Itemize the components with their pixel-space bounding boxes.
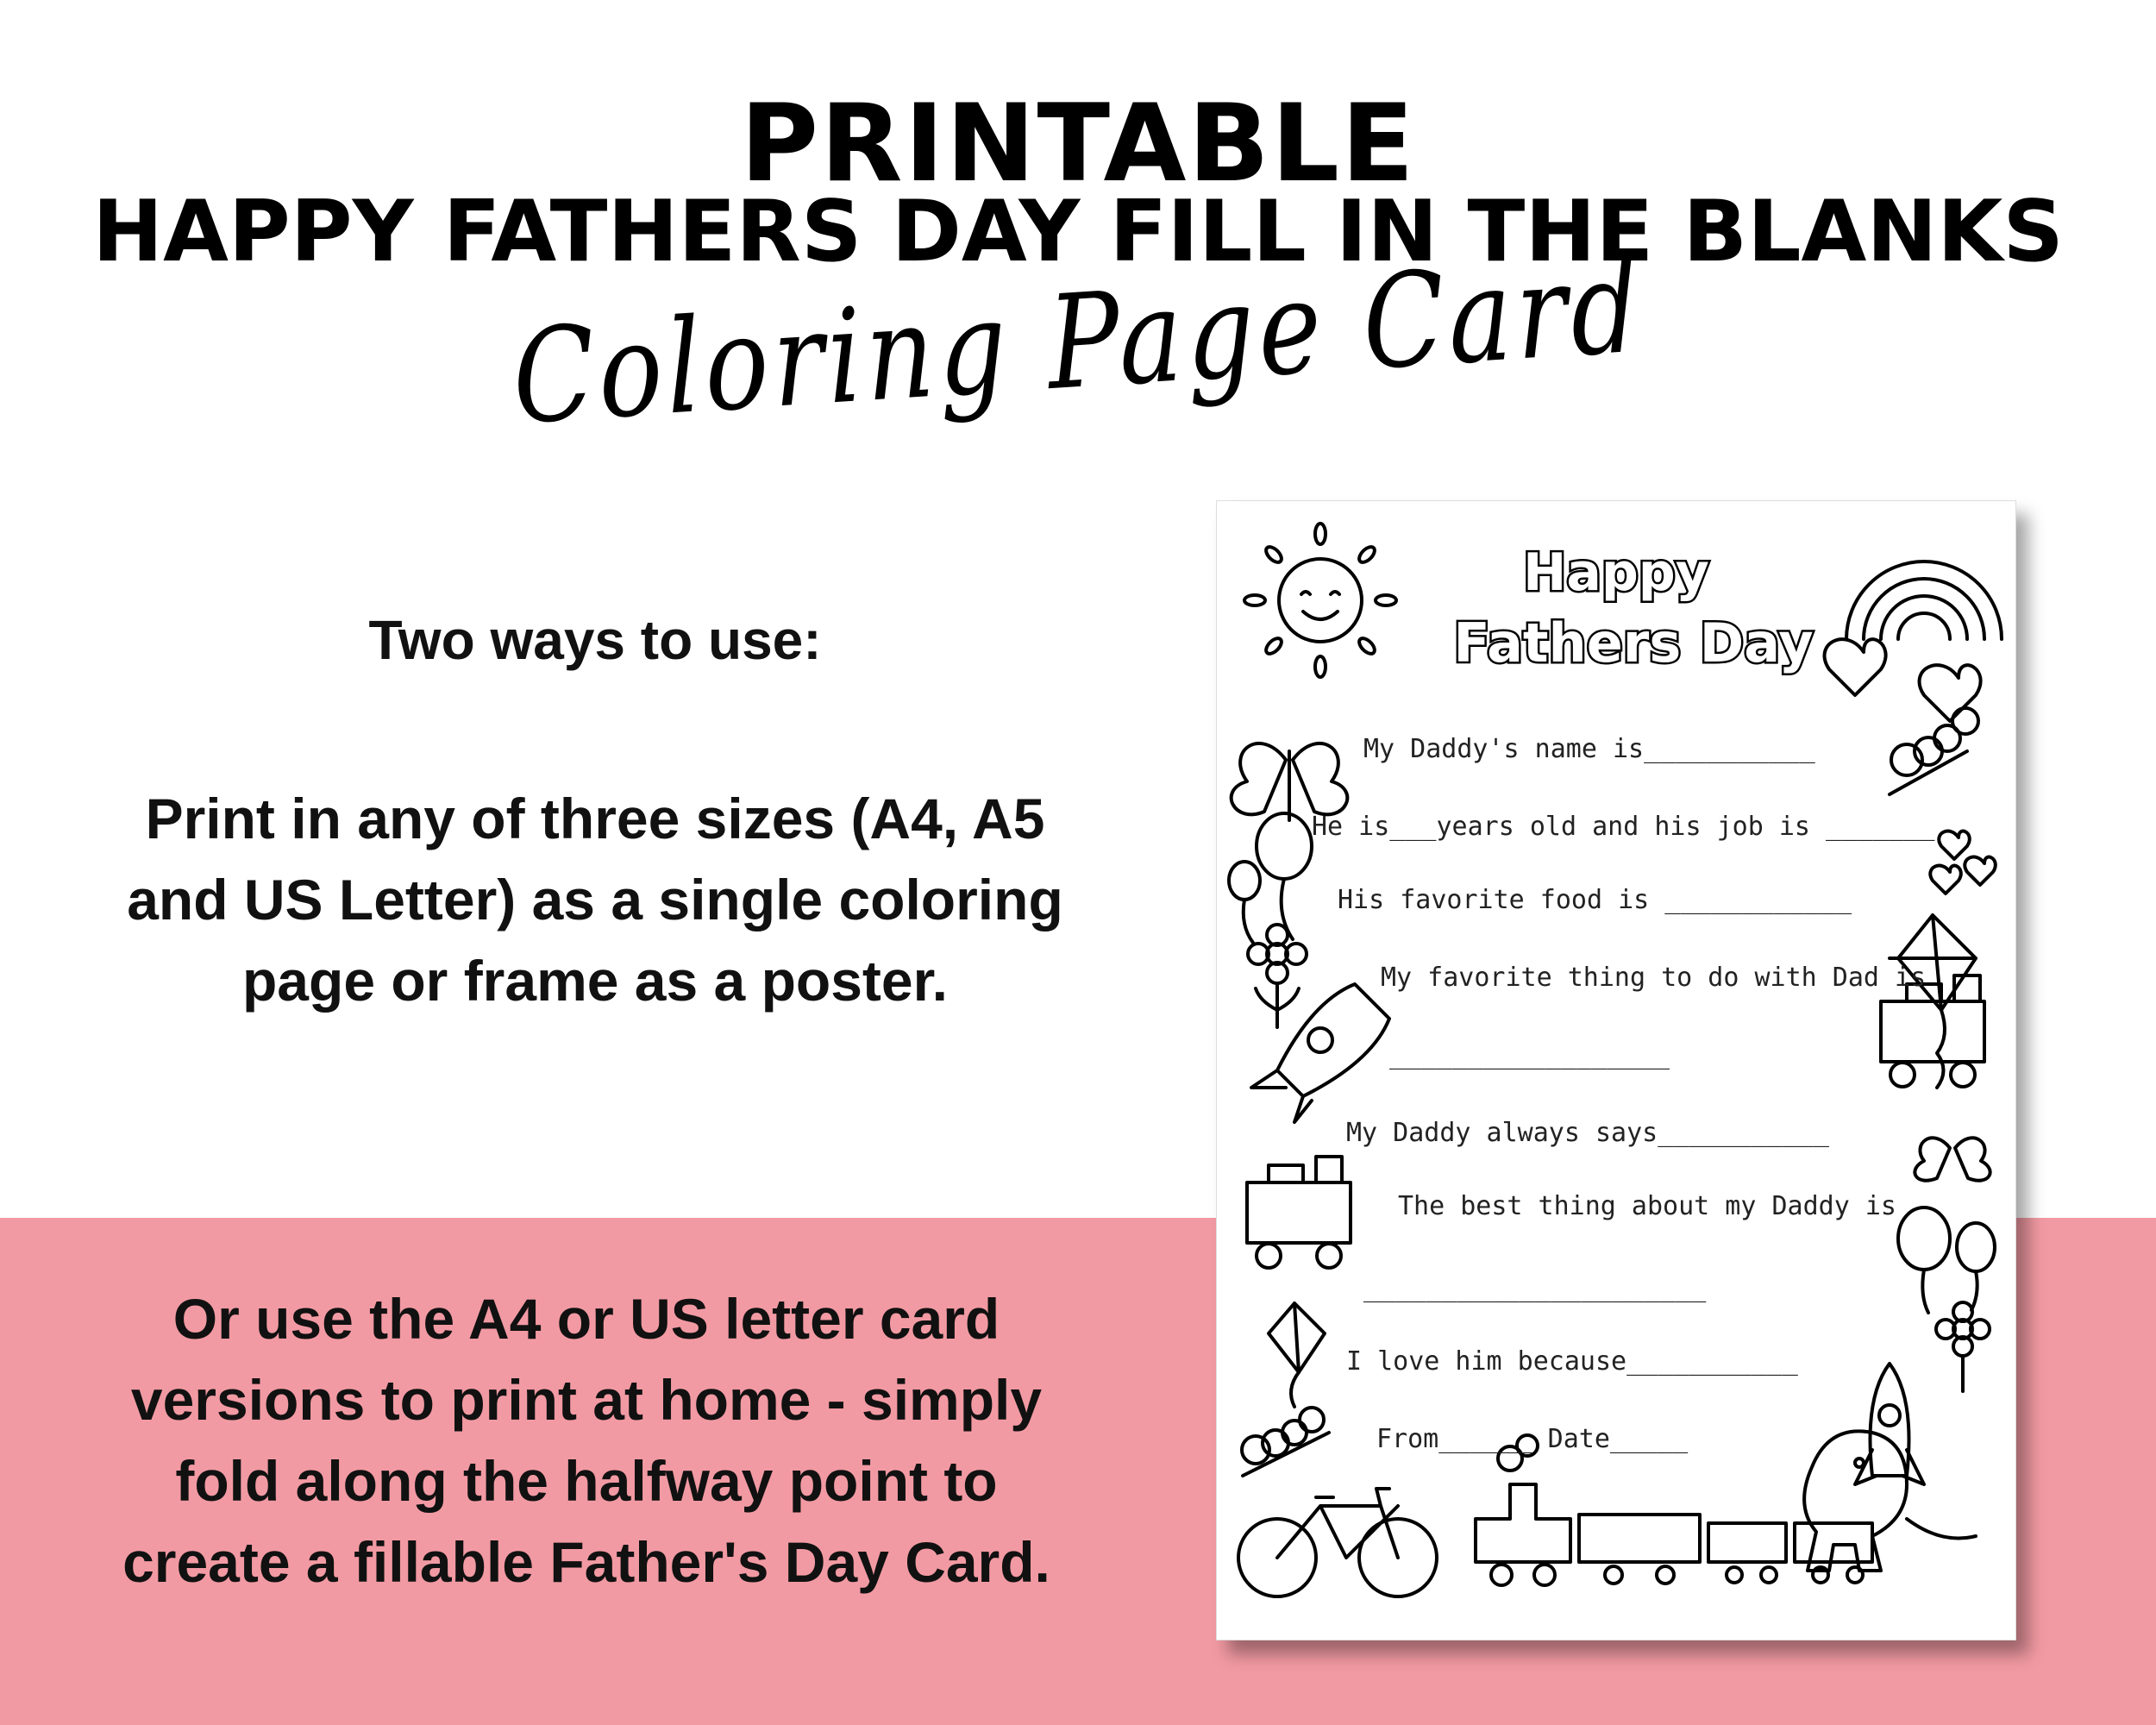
butterfly-icon bbox=[1232, 743, 1348, 820]
fill-line-best-thing-blank: ______________________ bbox=[1363, 1273, 1707, 1303]
flower-icon bbox=[1936, 1302, 1990, 1391]
dinosaur-icon bbox=[1804, 1431, 1976, 1571]
page-subtitle: HAPPY FATHERS DAY FILL IN THE BLANKS bbox=[92, 183, 2064, 281]
butterfly-icon bbox=[1915, 1138, 1990, 1180]
flower-icon bbox=[1248, 925, 1307, 1027]
fill-line-best-thing: The best thing about my Daddy is bbox=[1398, 1191, 1896, 1221]
rocket-icon bbox=[1855, 1364, 1924, 1484]
page-title: PRINTABLE bbox=[740, 82, 1416, 206]
usage-option-print: Print in any of three sizes (A4, A5 and US Letter) as a single coloring page or frame as a poster. bbox=[127, 787, 1063, 1013]
usage-option-card: Or use the A4 or US letter card versions to print at home - simply fold along the halfway point to create a fillable Father's Day Card. bbox=[122, 1287, 1050, 1594]
fill-line-favorite-thing-blank: __________________ bbox=[1389, 1040, 1670, 1070]
fill-line-age-job: He is___years old and his job is _______ bbox=[1312, 812, 1935, 842]
balloon-icon bbox=[1229, 813, 1312, 943]
balloon-icon bbox=[1898, 1208, 1995, 1313]
train-icon bbox=[1247, 1157, 1351, 1268]
fill-line-love-him: I love him because___________ bbox=[1346, 1346, 1798, 1377]
rocket-icon bbox=[1251, 984, 1389, 1122]
bicycle-icon bbox=[1238, 1489, 1437, 1596]
sheet-title-fathers-day: Fathers Day bbox=[1453, 612, 1814, 674]
coloring-sheet-preview bbox=[1216, 500, 2016, 1640]
fill-line-always-says: My Daddy always says___________ bbox=[1346, 1118, 1829, 1148]
fill-line-food: His favorite food is ____________ bbox=[1338, 885, 1852, 915]
script-title: Coloring Page Card bbox=[510, 231, 1646, 454]
kite-icon bbox=[1269, 1303, 1325, 1407]
fill-line-favorite-thing: My favorite thing to do with Dad is bbox=[1381, 963, 1927, 993]
fill-line-from-date: From______ Date_____ bbox=[1376, 1424, 1689, 1454]
caterpillar-icon bbox=[1890, 708, 1978, 794]
train-icon bbox=[1476, 1435, 1872, 1585]
sheet-title-happy: Happy bbox=[1523, 543, 1709, 603]
heart-icon bbox=[1930, 831, 1996, 894]
usage-heading: Two ways to use: bbox=[368, 609, 822, 671]
caterpillar-icon bbox=[1242, 1408, 1329, 1476]
fill-line-name: My Daddy's name is___________ bbox=[1363, 734, 1815, 764]
